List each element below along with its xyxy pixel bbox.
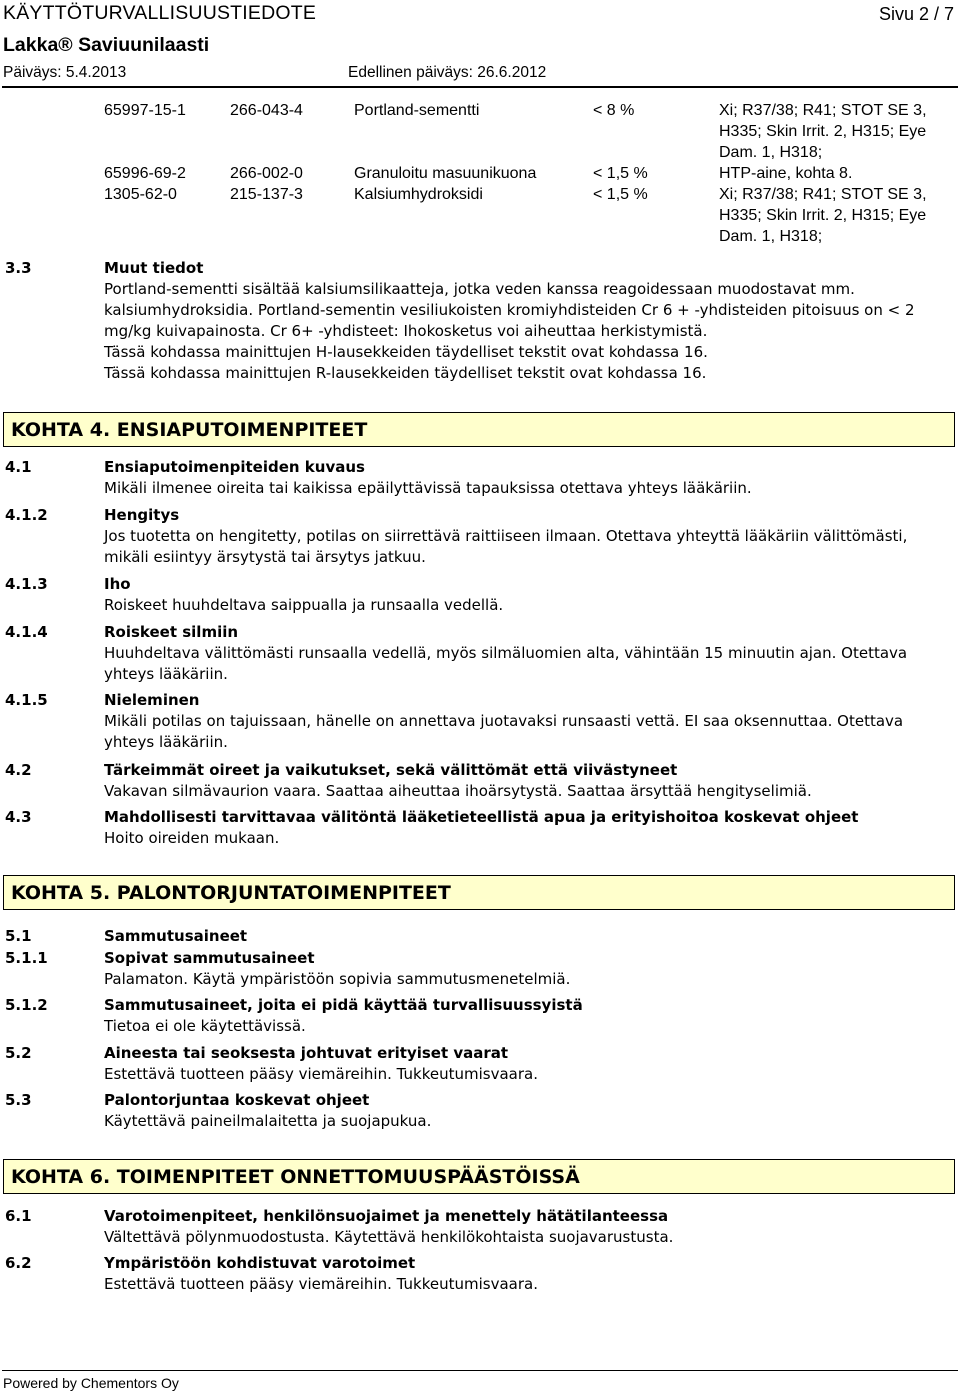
concentration: < 1,5 % [593, 165, 648, 182]
section-number: 4.1.2 [5, 506, 48, 524]
cas-number: 1305-62-0 [104, 186, 177, 203]
paragraph: Estettävä tuotteen pääsy viemäreihin. Tukkeutumisvaara. [104, 1065, 538, 1083]
previous-date: Edellinen päiväys: 26.6.2012 [348, 64, 547, 81]
section-heading: Sopivat sammutusaineet [104, 949, 315, 967]
cas-number: 65996-69-2 [104, 165, 186, 182]
concentration: < 1,5 % [593, 186, 648, 203]
section-heading: Tärkeimmät oireet ja vaikutukset, sekä välittömät että viivästyneet [104, 761, 678, 779]
section-number: 3.3 [5, 259, 32, 277]
section-heading: Mahdollisesti tarvittavaa välitöntä lääketieteellistä apua ja erityishoitoa koskevat ohjeet [104, 808, 859, 826]
substance-name: Granuloitu masuunikuona [354, 165, 537, 182]
section-number: 5.1 [5, 927, 32, 945]
section-heading: Muut tiedot [104, 259, 204, 277]
cas-number: 65997-15-1 [104, 102, 186, 119]
header-divider [2, 86, 958, 88]
table-row [0, 184, 960, 247]
section-heading: Ensiaputoimenpiteiden kuvaus [104, 458, 365, 476]
paragraph: Vältettävä pölynmuodostusta. Käytettävä henkilökohtaista suojavarustusta. [104, 1228, 674, 1246]
paragraph: Tässä kohdassa mainittujen R-lausekkeiden täydelliset tekstit ovat kohdassa 16. [104, 364, 707, 382]
product-name: Lakka® Saviuunilaasti [3, 34, 210, 56]
section-heading: Iho [104, 575, 131, 593]
paragraph: Tässä kohdassa mainittujen H-lausekkeiden täydelliset tekstit ovat kohdassa 16. [104, 343, 708, 361]
section-number: 5.2 [5, 1044, 32, 1062]
paragraph: Portland-sementti sisältää kalsiumsilikaatteja, jotka veden kanssa reagoidessaan muodostavat mm. kalsiumhydroksidia. Portland-sementin vesiliukoisten kromiyhdisteiden Cr 6 + -yhdisteiden pitoisuus on < 2 mg/kg kuivapainosta. Cr 6+ -yhdisteet: Ihokosketus voi aiheuttaa herkistymistä. [104, 280, 915, 340]
table-row [0, 163, 960, 184]
ec-number: 266-002-0 [230, 165, 303, 182]
section-banner-6: KOHTA 6. TOIMENPITEET ONNETTOMUUSPÄÄSTÖISSÄ [3, 1159, 955, 1194]
classification: Xi; R37/38; R41; STOT SE 3, H335; Skin Irrit. 2, H315; Eye Dam. 1, H318; [719, 102, 927, 161]
paragraph: Käytettävä paineilmalaitetta ja suojapukua. [104, 1112, 432, 1130]
ec-number: 266-043-4 [230, 102, 303, 119]
paragraph: Palamaton. Käytä ympäristöön sopivia sammutusmenetelmiä. [104, 970, 571, 988]
section-heading: Roiskeet silmiin [104, 623, 239, 641]
paragraph: Jos tuotetta on hengitetty, potilas on siirrettävä raittiiseen ilmaan. Otettava yhteyttä lääkäriin välittömästi, mikäli esiintyy ärsytystä tai ärsytys jatkuu. [104, 527, 908, 566]
substance-name: Kalsiumhydroksidi [354, 186, 483, 203]
issue-date: Päiväys: 5.4.2013 [3, 64, 127, 81]
paragraph: Vakavan silmävaurion vaara. Saattaa aiheuttaa ihoärsytystä. Saattaa ärsyttää hengityselimiä. [104, 782, 812, 800]
section-number: 5.1.2 [5, 996, 48, 1014]
table-row [0, 100, 960, 163]
section-heading: Varotoimenpiteet, henkilönsuojaimet ja menettely hätätilanteessa [104, 1207, 669, 1225]
paragraph: Tietoa ei ole käytettävissä. [104, 1017, 306, 1035]
section-number: 4.3 [5, 808, 32, 826]
section-heading: Ympäristöön kohdistuvat varotoimet [104, 1254, 416, 1272]
classification: Xi; R37/38; R41; STOT SE 3, H335; Skin Irrit. 2, H315; Eye Dam. 1, H318; [719, 186, 927, 245]
section-heading: Nieleminen [104, 691, 200, 709]
section-number: 4.1 [5, 458, 32, 476]
ec-number: 215-137-3 [230, 186, 303, 203]
section-number: 4.2 [5, 761, 32, 779]
section-heading: Aineesta tai seoksesta johtuvat erityiset vaarat [104, 1044, 509, 1062]
section-body [104, 258, 956, 384]
concentration: < 8 % [593, 102, 635, 119]
footer-divider [2, 1370, 958, 1371]
section-number: 5.1.1 [5, 949, 48, 967]
section-number: 6.1 [5, 1207, 32, 1225]
section-number: 4.1.3 [5, 575, 48, 593]
section-heading: Sammutusaineet [104, 927, 248, 945]
section-heading: Sammutusaineet, joita ei pidä käyttää turvallisuussyistä [104, 996, 583, 1014]
section-number: 6.2 [5, 1254, 32, 1272]
section-number: 5.3 [5, 1091, 32, 1109]
paragraph: Estettävä tuotteen pääsy viemäreihin. Tukkeutumisvaara. [104, 1275, 538, 1293]
section-heading: Palontorjuntaa koskevat ohjeet [104, 1091, 370, 1109]
classification: HTP-aine, kohta 8. [719, 165, 853, 182]
paragraph: Hoito oireiden mukaan. [104, 829, 280, 847]
section-banner-5: KOHTA 5. PALONTORJUNTATOIMENPITEET [3, 875, 955, 910]
paragraph: Mikäli ilmenee oireita tai kaikissa epäilyttävissä tapauksissa otettava yhteys lääkäriin. [104, 479, 752, 497]
footer-credit: Powered by Chementors Oy [3, 1375, 179, 1391]
page-number: Sivu 2 / 7 [878, 4, 954, 24]
section-heading: Hengitys [104, 506, 180, 524]
paragraph: Mikäli potilas on tajuissaan, hänelle on annettava juotavaksi runsaasti vettä. EI saa oksennuttaa. Otettava yhteys lääkäriin. [104, 712, 904, 751]
paragraph: Huuhdeltava välittömästi runsaalla vedellä, myös silmäluomien alta, vähintään 15 minuutin ajan. Otettava yhteys lääkäriin. [104, 644, 908, 683]
substance-name: Portland-sementti [354, 102, 480, 119]
section-number: 4.1.4 [5, 623, 48, 641]
document-title: KÄYTTÖTURVALLISUUSTIEDOTE [3, 2, 317, 24]
section-banner-4: KOHTA 4. ENSIAPUTOIMENPITEET [3, 412, 955, 447]
paragraph: Roiskeet huuhdeltava saippualla ja runsaalla vedellä. [104, 596, 504, 614]
section-number: 4.1.5 [5, 691, 48, 709]
